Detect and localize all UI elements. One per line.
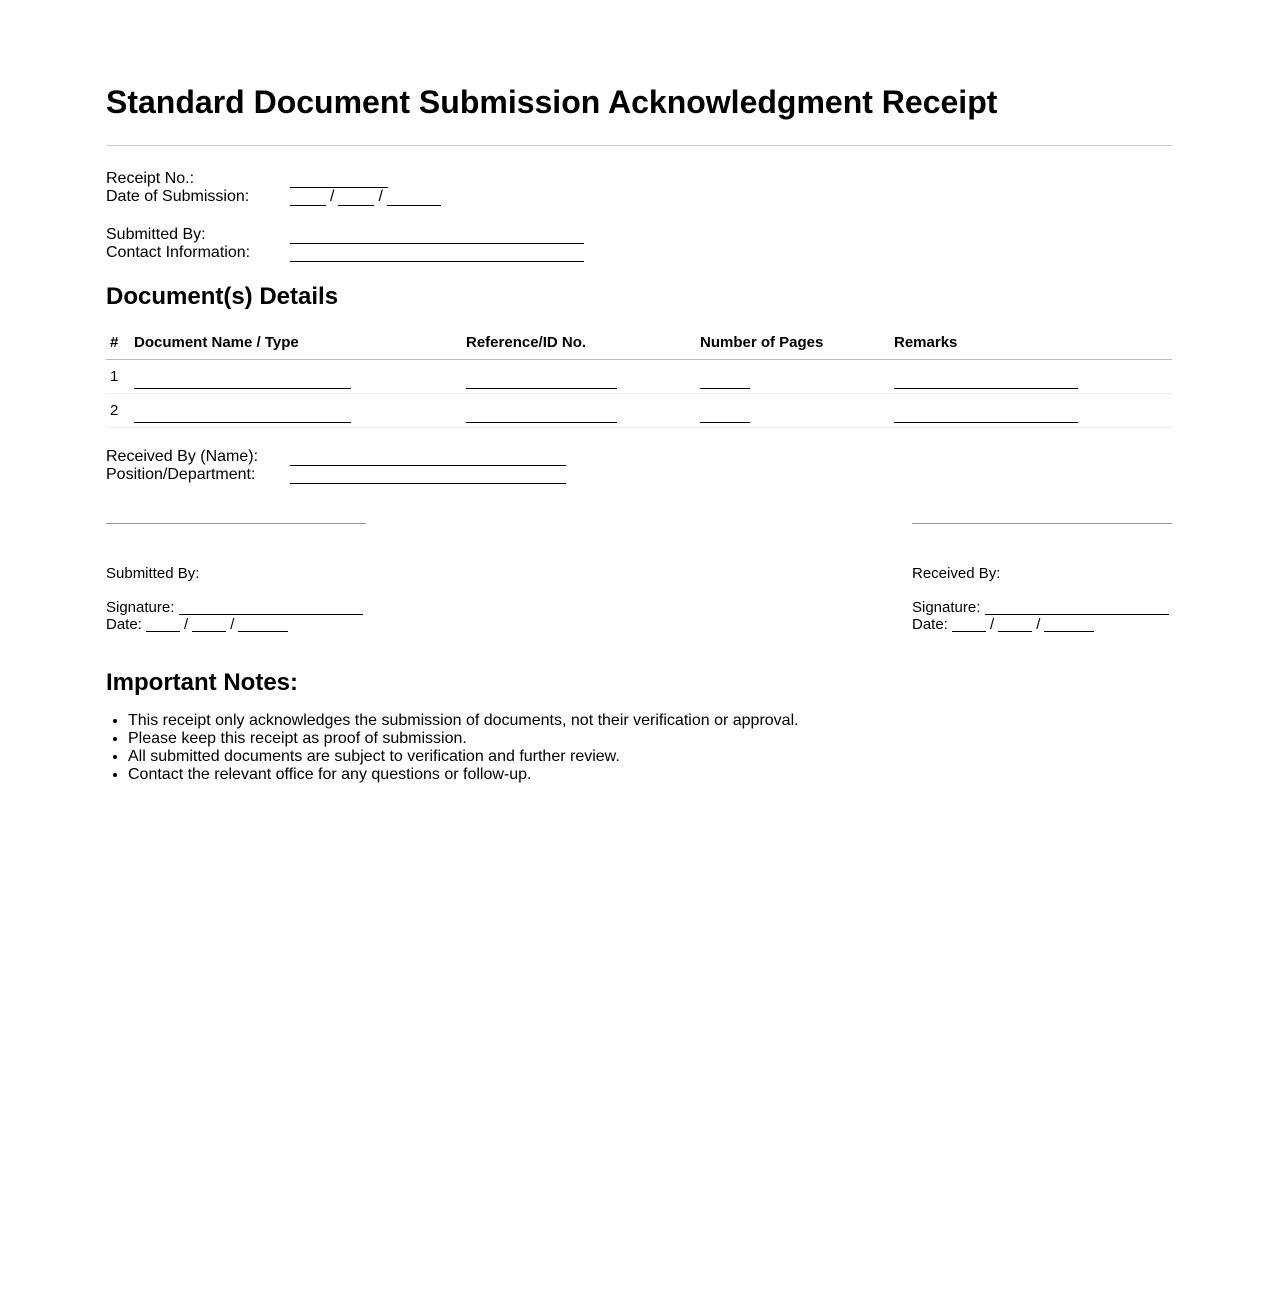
row-number: 2 — [106, 394, 130, 428]
notes-list — [106, 712, 799, 784]
receiver-info-block — [106, 448, 806, 484]
submitted-by-row — [106, 226, 806, 244]
signature-label: Signature: — [912, 599, 981, 616]
submitter-signature-row — [106, 599, 363, 616]
received-by-field[interactable] — [290, 448, 566, 466]
list-item: • All submitted documents are subject to verification and further review. — [128, 748, 799, 766]
signature-divider — [106, 523, 366, 524]
documents-table — [106, 326, 1172, 428]
list-item: • Please keep this receipt as proof of submission. — [128, 730, 799, 748]
receipt-no-field[interactable] — [290, 170, 388, 188]
received-by-label: Received By (Name): — [106, 448, 259, 465]
document-name-field[interactable] — [130, 394, 462, 428]
signature-divider — [912, 523, 1172, 524]
receipt-info-block — [106, 170, 806, 206]
position-department-field[interactable] — [290, 466, 566, 484]
column-header-num: # — [106, 326, 130, 360]
list-item: • Contact the relevant office for any questions or follow-up. — [128, 766, 799, 784]
document-title: Standard Document Submission Acknowledgment Receipt — [106, 84, 998, 120]
date-separator: / — [230, 616, 235, 633]
document-name-field[interactable] — [130, 360, 462, 394]
receiver-signature-heading: Received By: — [912, 565, 1001, 582]
date-separator: / — [990, 616, 995, 633]
receiver-signature-block — [912, 523, 1172, 633]
position-department-row — [106, 466, 806, 484]
date-separator: / — [184, 616, 189, 633]
receiver-date-row — [912, 616, 1094, 633]
date-label: Date: — [912, 616, 948, 633]
table-header-row — [106, 326, 1172, 360]
receiver-signature-row — [912, 599, 1169, 616]
submitter-signature-field[interactable] — [179, 599, 363, 616]
date-of-submission-label: Date of Submission: — [106, 188, 250, 205]
receiver-signature-field[interactable] — [985, 599, 1169, 616]
remarks-field[interactable] — [890, 394, 1172, 428]
column-header-pages: Number of Pages — [696, 326, 890, 360]
receipt-no-label: Receipt No.: — [106, 170, 195, 187]
submitter-date-field[interactable] — [146, 616, 288, 633]
submitted-by-label: Submitted By: — [106, 226, 206, 243]
date-of-submission-row — [106, 188, 806, 206]
title-divider — [106, 145, 1172, 146]
contact-information-row — [106, 244, 806, 262]
submitter-signature-block — [106, 523, 366, 633]
list-item: • This receipt only acknowledges the submission of documents, not their verification or approval. — [128, 712, 799, 730]
notes-heading: Important Notes: — [106, 669, 298, 696]
submitter-signature-heading: Submitted By: — [106, 565, 200, 582]
number-of-pages-field[interactable] — [696, 360, 890, 394]
column-header-ref: Reference/ID No. — [462, 326, 696, 360]
contact-information-label: Contact Information: — [106, 244, 251, 261]
reference-id-field[interactable] — [462, 394, 696, 428]
signature-label: Signature: — [106, 599, 175, 616]
row-number: 1 — [106, 360, 130, 394]
date-label: Date: — [106, 616, 142, 633]
receipt-no-row — [106, 170, 806, 188]
date-separator: / — [330, 188, 335, 205]
contact-information-field[interactable] — [290, 244, 584, 262]
date-separator: / — [378, 188, 383, 205]
submitter-info-block — [106, 226, 806, 262]
documents-heading: Document(s) Details — [106, 283, 339, 310]
submitter-date-row — [106, 616, 288, 633]
number-of-pages-field[interactable] — [696, 394, 890, 428]
column-header-remarks: Remarks — [890, 326, 1172, 360]
position-department-label: Position/Department: — [106, 466, 256, 483]
receiver-date-field[interactable] — [952, 616, 1094, 633]
column-header-name: Document Name / Type — [130, 326, 462, 360]
table-row — [106, 394, 1172, 428]
date-separator: / — [1036, 616, 1041, 633]
submitted-by-field[interactable] — [290, 226, 584, 244]
table-row — [106, 360, 1172, 394]
received-by-row — [106, 448, 806, 466]
remarks-field[interactable] — [890, 360, 1172, 394]
reference-id-field[interactable] — [462, 360, 696, 394]
date-of-submission-field[interactable] — [290, 188, 441, 206]
